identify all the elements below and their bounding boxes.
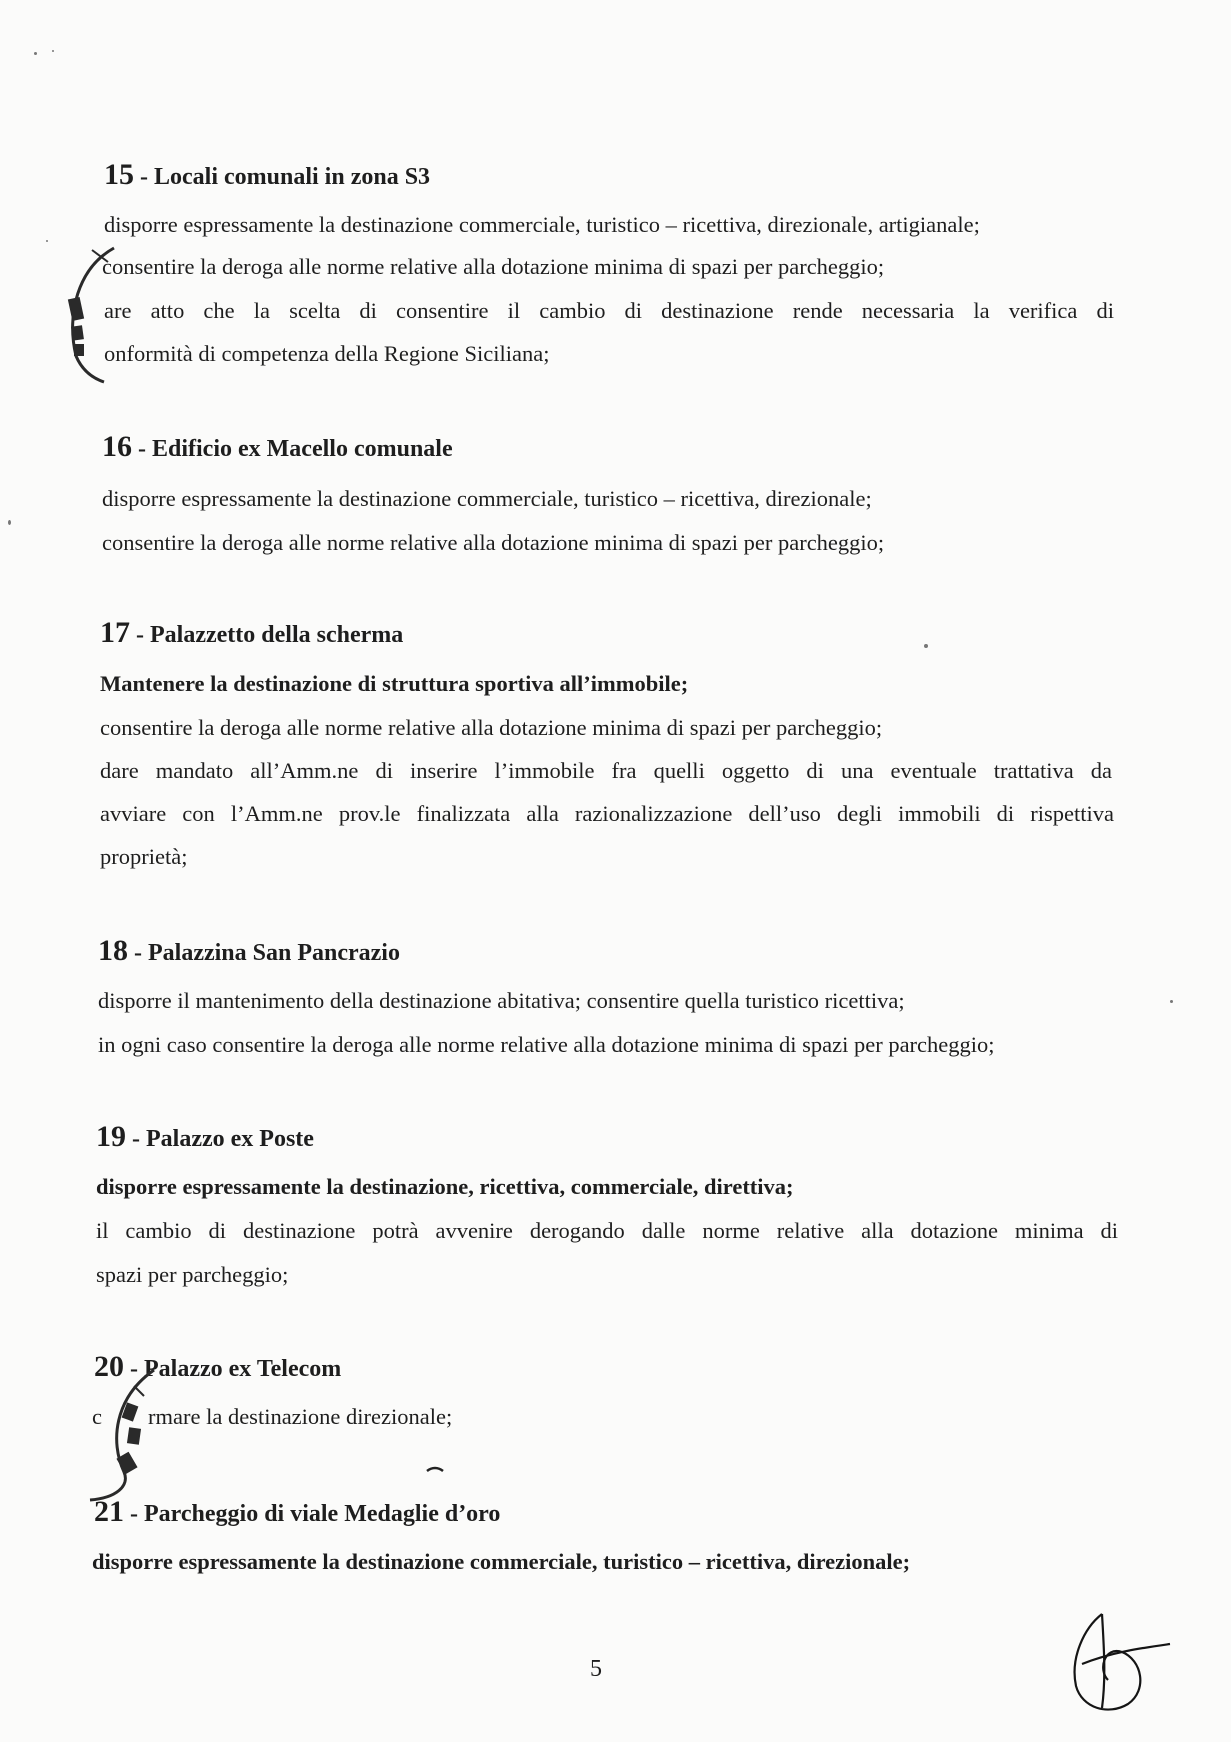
- scan-speck: [46, 240, 48, 242]
- heading-dash: -: [138, 436, 146, 462]
- text-line: consentire la deroga alle norme relative alla dotazione minima di spazi per parcheggio;: [102, 254, 885, 279]
- text-line: spazi per parcheggio;: [96, 1262, 289, 1287]
- text-line: il cambio di destinazione potrà avvenire derogando dalle norme relative alla dotazione minima di: [96, 1218, 1118, 1243]
- section-heading: [98, 936, 400, 966]
- section-heading: [100, 618, 403, 648]
- page-number: 5: [590, 1656, 602, 1682]
- section-title: Locali comunali in zona S3: [154, 164, 431, 190]
- text-line: are atto che la scelta di consentire il cambio di destinazione rende necessaria la verifica di: [104, 298, 1114, 323]
- text-line: disporre espressamente la destinazione commerciale, turistico – ricettiva, direzionale;: [102, 486, 872, 511]
- section-heading: [102, 432, 453, 462]
- text-line: in ogni caso consentire la deroga alle norme relative alla dotazione minima di spazi per parcheggio;: [98, 1032, 995, 1057]
- line-rest: rmare la destinazione direzionale;: [148, 1404, 453, 1429]
- section-number: 17: [100, 616, 130, 649]
- section-title: Palazzetto della scherma: [150, 622, 404, 648]
- section-number: 19: [96, 1120, 126, 1153]
- text-line: disporre espressamente la destinazione, ricettiva, commerciale, direttiva;: [96, 1174, 794, 1199]
- section-title: Palazzina San Pancrazio: [148, 940, 400, 966]
- heading-dash: -: [140, 164, 148, 190]
- seal-stamp-icon: [84, 1362, 156, 1502]
- text-line: proprietà;: [100, 844, 188, 869]
- section-number: 16: [102, 430, 132, 463]
- section-heading: [96, 1122, 314, 1152]
- section-title: Edificio ex Macello comunale: [152, 436, 453, 462]
- scan-speck: [924, 644, 928, 648]
- text-line: consentire la deroga alle norme relative alla dotazione minima di spazi per parcheggio;: [102, 530, 885, 555]
- scan-speck: [1170, 1000, 1173, 1003]
- section-title: Parcheggio di viale Medaglie d’oro: [144, 1501, 501, 1527]
- text-line: dare mandato all’Amm.ne di inserire l’immobile fra quelli oggetto di una eventuale trattativa da: [100, 758, 1112, 783]
- ink-mark-icon: [426, 1466, 444, 1474]
- section-number: 15: [104, 158, 134, 191]
- section-number: 18: [98, 934, 128, 967]
- text-line: disporre il mantenimento della destinazione abitativa; consentire quella turistico ricettiva;: [98, 988, 905, 1013]
- line-prefix: c: [92, 1404, 102, 1429]
- text-line: disporre espressamente la destinazione commerciale, turistico – ricettiva, direzionale, artigianale;: [104, 212, 980, 237]
- seal-stamp-icon: [56, 244, 116, 384]
- text-line: Mantenere la destinazione di struttura sportiva all’immobile;: [100, 671, 689, 696]
- text-line: onformità di competenza della Regione Siciliana;: [104, 341, 550, 366]
- text-line: avviare con l’Amm.ne prov.le finalizzata alla razionalizzazione dell’uso degli immobili di rispettiva: [100, 801, 1114, 826]
- section-title: Palazzo ex Poste: [146, 1126, 314, 1152]
- section-number: 20: [94, 1350, 124, 1383]
- heading-dash: -: [136, 622, 144, 648]
- heading-dash: -: [130, 1356, 138, 1382]
- heading-dash: -: [130, 1501, 138, 1527]
- scan-speck: [8, 520, 11, 525]
- text-line: disporre espressamente la destinazione commerciale, turistico – ricettiva, direzionale;: [92, 1549, 911, 1574]
- text-line: consentire la deroga alle norme relative alla dotazione minima di spazi per parcheggio;: [100, 715, 883, 740]
- section-heading: [104, 160, 430, 190]
- scan-speck: [52, 50, 54, 52]
- section-number: 21: [94, 1495, 124, 1528]
- signature-initials-icon: [1062, 1608, 1172, 1720]
- scan-speck: [34, 52, 37, 55]
- section-title: Palazzo ex Telecom: [144, 1356, 342, 1382]
- heading-dash: -: [132, 1126, 140, 1152]
- heading-dash: -: [134, 940, 142, 966]
